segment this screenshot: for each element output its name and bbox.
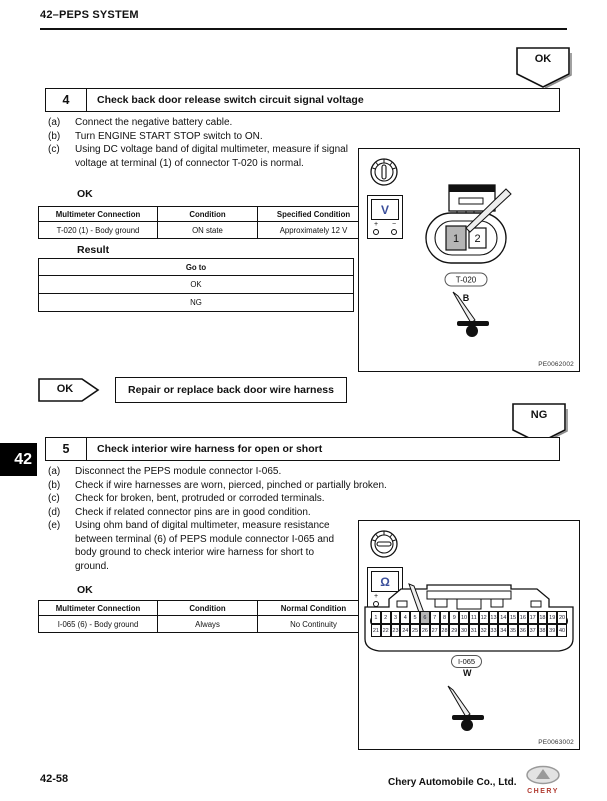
connector2-pin-1: 1 bbox=[371, 611, 381, 624]
step5-title: Check interior wire harness for open or short bbox=[97, 443, 323, 455]
connector2-pin-31: 31 bbox=[469, 624, 479, 637]
table-cell: T-020 (1) - Body ground bbox=[39, 222, 158, 239]
step4-spec-table bbox=[38, 206, 370, 239]
step5-ok-label: OK bbox=[77, 584, 93, 596]
item-label: (a) bbox=[48, 466, 61, 477]
connector2-pin-10: 10 bbox=[459, 611, 469, 624]
item-text: Disconnect the PEPS module connector I-065. bbox=[75, 466, 282, 477]
connector2-pin-30: 30 bbox=[459, 624, 469, 637]
step4-result-label: Result bbox=[77, 244, 110, 256]
item-label: (c) bbox=[48, 493, 60, 504]
connector2-pin-22: 22 bbox=[381, 624, 391, 637]
connector2-pin-15: 15 bbox=[508, 611, 518, 624]
footer-company: Chery Automobile Co., Ltd. bbox=[388, 777, 517, 788]
connector2-pin-grid bbox=[371, 611, 567, 637]
col-header: Go to bbox=[39, 259, 354, 276]
chery-logo-text: CHERY bbox=[527, 788, 559, 795]
connector2-pin-27: 27 bbox=[430, 624, 440, 637]
item-label: (a) bbox=[48, 117, 61, 128]
diagram-i065 bbox=[358, 520, 580, 750]
step4-instructions bbox=[48, 116, 360, 170]
connector2-pin-14: 14 bbox=[498, 611, 508, 624]
step4-title: Check back door release switch circuit signal voltage bbox=[97, 94, 364, 106]
connector2-pin-13: 13 bbox=[489, 611, 499, 624]
connector2-pin-3: 3 bbox=[391, 611, 401, 624]
page-header-title: 42–PEPS SYSTEM bbox=[40, 9, 139, 21]
col-header: Multimeter Connection bbox=[39, 207, 158, 222]
step4-result-table bbox=[38, 258, 354, 312]
connector2-pin-32: 32 bbox=[479, 624, 489, 637]
item-text: Check for broken, bent, protruded or corroded terminals. bbox=[75, 493, 325, 504]
step5-header bbox=[45, 437, 560, 461]
ignition-key-icon bbox=[369, 157, 399, 187]
connector2-pin-38: 38 bbox=[538, 624, 548, 637]
item-label: (d) bbox=[48, 506, 61, 518]
table-header-row bbox=[39, 259, 354, 276]
item-label: (b) bbox=[48, 130, 61, 142]
item-text: Using DC voltage band of digital multimeter, measure if signal voltage at terminal (1) of connector T-020 is normal. bbox=[75, 144, 348, 169]
connector2-pin-17: 17 bbox=[528, 611, 538, 624]
chapter-tab: 42 bbox=[0, 443, 37, 476]
connector2-pin-6: 6 bbox=[420, 611, 430, 624]
pin-1-label: 1 bbox=[452, 233, 460, 245]
item-label: (e) bbox=[48, 520, 61, 531]
list-item bbox=[48, 130, 360, 144]
table-cell: ON state bbox=[158, 222, 258, 239]
minus-terminal: − bbox=[391, 221, 397, 235]
list-item bbox=[48, 506, 560, 520]
col-header: Condition bbox=[158, 207, 258, 222]
table-row bbox=[39, 616, 370, 633]
connector2-pin-18: 18 bbox=[538, 611, 548, 624]
voltmeter-symbol: V bbox=[371, 199, 399, 220]
item-label: (c) bbox=[48, 144, 60, 155]
connector2-pin-28: 28 bbox=[440, 624, 450, 637]
connector2-pin-37: 37 bbox=[528, 624, 538, 637]
diagram-t020 bbox=[358, 148, 580, 372]
list-item bbox=[48, 465, 560, 479]
step4-header bbox=[45, 88, 560, 112]
connector-i065-letter: W bbox=[463, 668, 472, 678]
figure-code: PE0063002 bbox=[538, 739, 574, 746]
connector2-pin-8: 8 bbox=[440, 611, 450, 624]
connector2-pin-40: 40 bbox=[557, 624, 567, 637]
connector2-pin-11: 11 bbox=[469, 611, 479, 624]
connector2-pin-12: 12 bbox=[479, 611, 489, 624]
table-header-row bbox=[39, 601, 370, 616]
ignition-key-off-icon bbox=[369, 529, 399, 559]
step4-number: 4 bbox=[46, 89, 87, 111]
item-text: Check if related connector pins are in good condition. bbox=[75, 506, 311, 518]
col-header: Normal Condition bbox=[258, 601, 370, 616]
pin-row bbox=[371, 624, 567, 637]
chery-logo bbox=[520, 765, 566, 797]
table-row bbox=[39, 222, 370, 239]
list-item bbox=[48, 116, 360, 130]
connector2-pin-23: 23 bbox=[391, 624, 401, 637]
table-cell: NG bbox=[39, 294, 354, 312]
connector2-pin-4: 4 bbox=[400, 611, 410, 624]
connector2-pin-36: 36 bbox=[518, 624, 528, 637]
connector2-pin-19: 19 bbox=[547, 611, 557, 624]
connector-t020-letter: B bbox=[462, 293, 470, 303]
step4-ok-label: OK bbox=[77, 188, 93, 200]
connector2-pin-34: 34 bbox=[498, 624, 508, 637]
connector2-pin-25: 25 bbox=[410, 624, 420, 637]
plus-terminal: + bbox=[373, 221, 379, 235]
header-rule bbox=[40, 28, 567, 30]
table-cell: No Continuity bbox=[258, 616, 370, 633]
voltmeter-icon bbox=[367, 195, 403, 239]
item-label: (b) bbox=[48, 479, 61, 491]
ground-probe-icon bbox=[439, 683, 491, 735]
list-item bbox=[48, 492, 560, 506]
table-cell: I-065 (6) - Body ground bbox=[39, 616, 158, 633]
page-number: 42-58 bbox=[40, 773, 69, 785]
connector2-pin-20: 20 bbox=[557, 611, 567, 624]
connector2-pin-16: 16 bbox=[518, 611, 528, 624]
connector2-pin-33: 33 bbox=[489, 624, 499, 637]
table-row bbox=[39, 276, 354, 294]
connector2-pin-21: 21 bbox=[371, 624, 381, 637]
figure-code: PE0062002 bbox=[538, 361, 574, 368]
item-text: Check if wire harnesses are worn, pierced, pinched or partially broken. bbox=[75, 479, 387, 491]
connector-i065-label: I-065 bbox=[451, 655, 482, 668]
flow-ok-arrow bbox=[38, 378, 100, 403]
list-item bbox=[48, 479, 560, 493]
ground-probe-icon bbox=[444, 289, 496, 341]
step5-spec-table bbox=[38, 600, 370, 633]
pin-2-label: 2 bbox=[474, 233, 481, 245]
flag-ok-top-label: OK bbox=[534, 53, 552, 65]
table-header-row bbox=[39, 207, 370, 222]
col-header: Specified Condition bbox=[258, 207, 370, 222]
plus-terminal: + bbox=[373, 593, 379, 607]
connector2-pin-9: 9 bbox=[449, 611, 459, 624]
col-header: Multimeter Connection bbox=[39, 601, 158, 616]
connector2-pin-5: 5 bbox=[410, 611, 420, 624]
list-item bbox=[48, 143, 360, 170]
connector2-pin-24: 24 bbox=[400, 624, 410, 637]
col-header: Condition bbox=[158, 601, 258, 616]
connector2-pin-7: 7 bbox=[430, 611, 440, 624]
connector2-pin-29: 29 bbox=[449, 624, 459, 637]
repair-action-box: Repair or replace back door wire harness bbox=[115, 377, 347, 403]
ohmmeter-symbol: Ω bbox=[371, 571, 399, 592]
table-cell: Approximately 12 V bbox=[258, 222, 370, 239]
table-cell: Always bbox=[158, 616, 258, 633]
connector2-pin-26: 26 bbox=[420, 624, 430, 637]
ok-arrow-label: OK bbox=[56, 383, 74, 395]
item-text: Connect the negative battery cable. bbox=[75, 117, 233, 128]
flow-flag-ok-top bbox=[515, 47, 573, 90]
connector2-pin-2: 2 bbox=[381, 611, 391, 624]
connector-t020-label: T-020 bbox=[455, 275, 477, 285]
item-text: Using ohm band of digital multimeter, measure resistance between terminal (6) of PEPS module connector I-065 and body ground to check interior wire harness for short to ground. bbox=[75, 520, 335, 572]
table-row bbox=[39, 294, 354, 312]
pin-row bbox=[371, 611, 567, 624]
table-cell: OK bbox=[39, 276, 354, 294]
connector2-pin-35: 35 bbox=[508, 624, 518, 637]
connector2-pin-39: 39 bbox=[547, 624, 557, 637]
meter-terminals bbox=[368, 221, 402, 235]
flag-ng-label: NG bbox=[530, 409, 548, 421]
item-text: Turn ENGINE START STOP switch to ON. bbox=[75, 130, 263, 142]
step5-number: 5 bbox=[46, 438, 87, 460]
